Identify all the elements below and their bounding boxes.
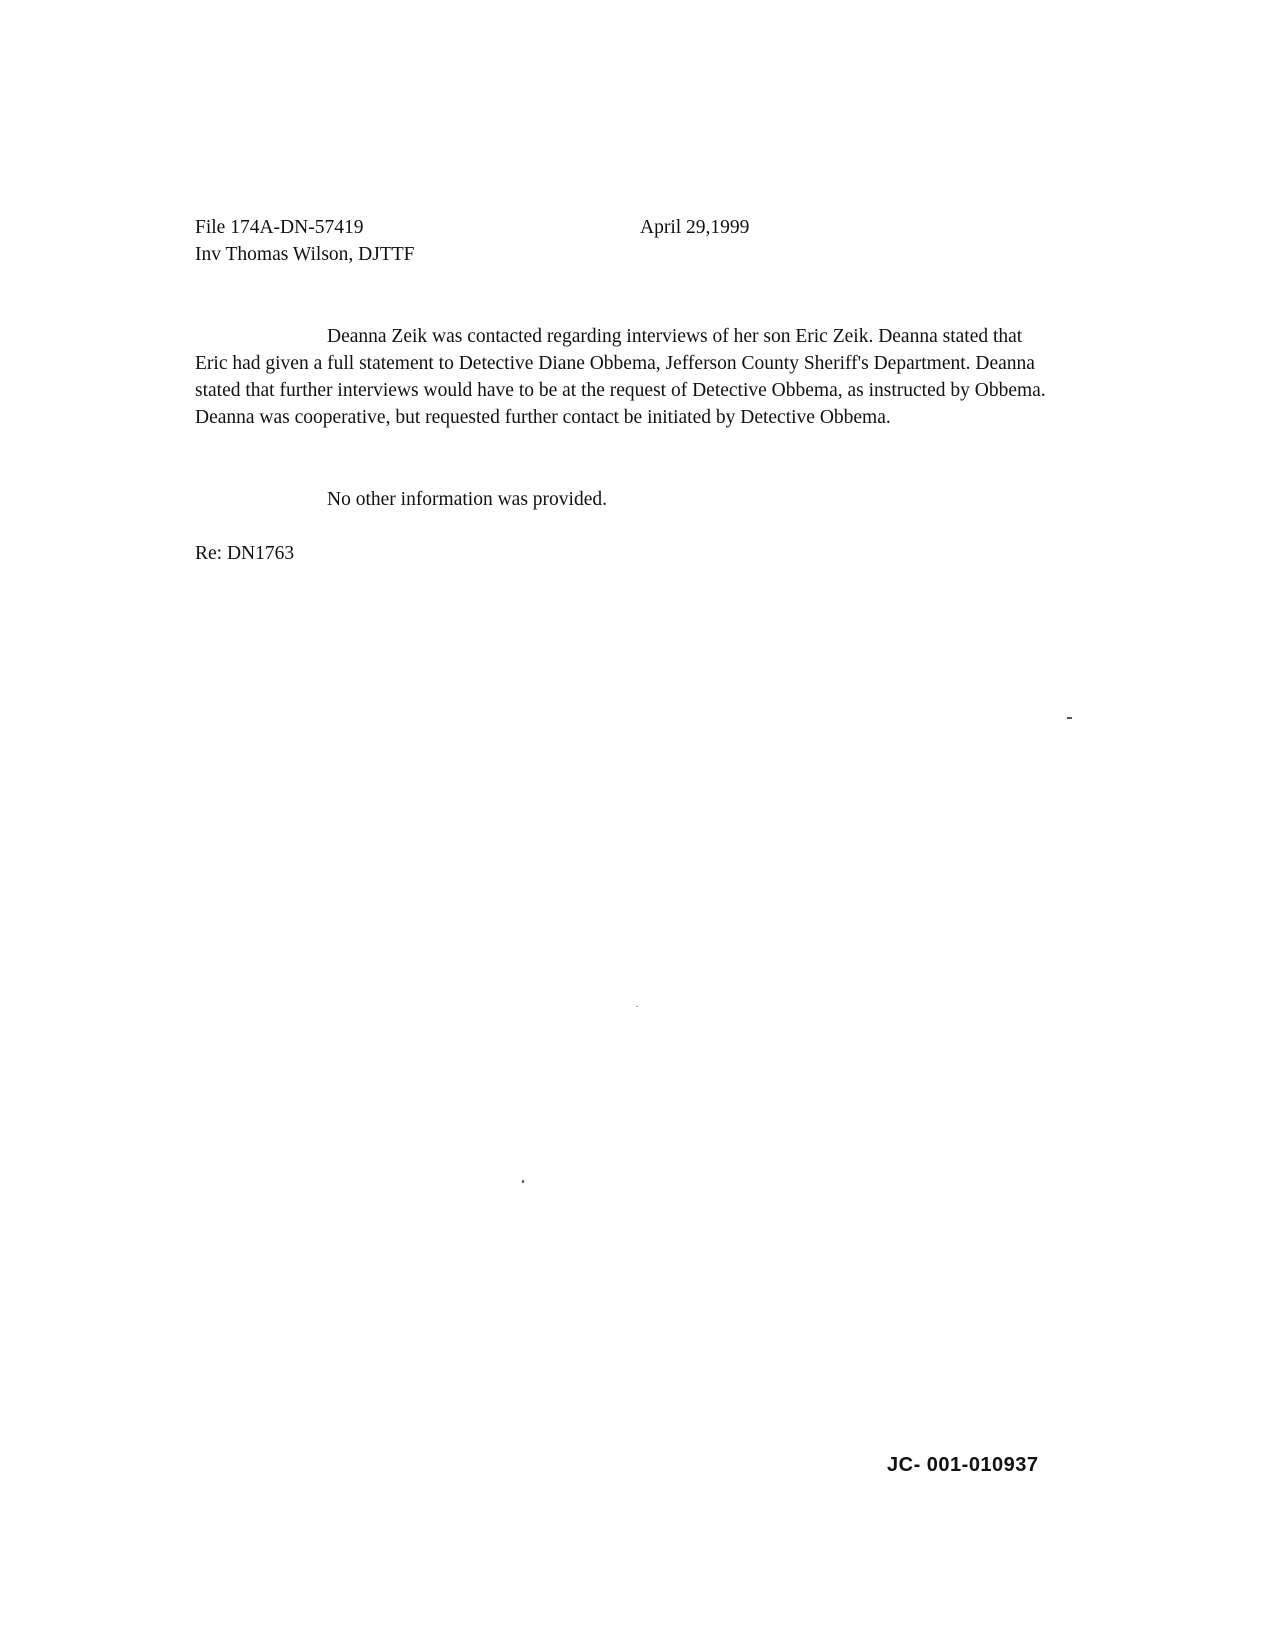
header-block	[195, 214, 415, 268]
document-date: April 29,1999	[640, 217, 750, 238]
bates-stamp: JC- 001-010937	[887, 1454, 1039, 1476]
body-paragraph-1: Deanna Zeik was contacted regarding interviews of her son Eric Zeik. Deanna stated that Eric had given a full statement to Detective Diane Obbema, Jefferson County Sheriff's Department. Deanna stated that further interviews would have to be at the request of Detective Obbema, as instructed by Obbema. Deanna was cooperative, but requested further contact be initiated by Detective Obbema.	[195, 326, 1046, 428]
investigator-line: Inv Thomas Wilson, DJTTF	[195, 244, 415, 265]
scan-speck	[522, 1180, 525, 1184]
body-paragraph-2: No other information was provided.	[327, 489, 607, 510]
scan-speck	[1067, 717, 1072, 719]
file-number: File 174A-DN-57419	[195, 217, 364, 238]
scan-speck	[636, 1006, 638, 1007]
reference-line: Re: DN1763	[195, 543, 295, 564]
